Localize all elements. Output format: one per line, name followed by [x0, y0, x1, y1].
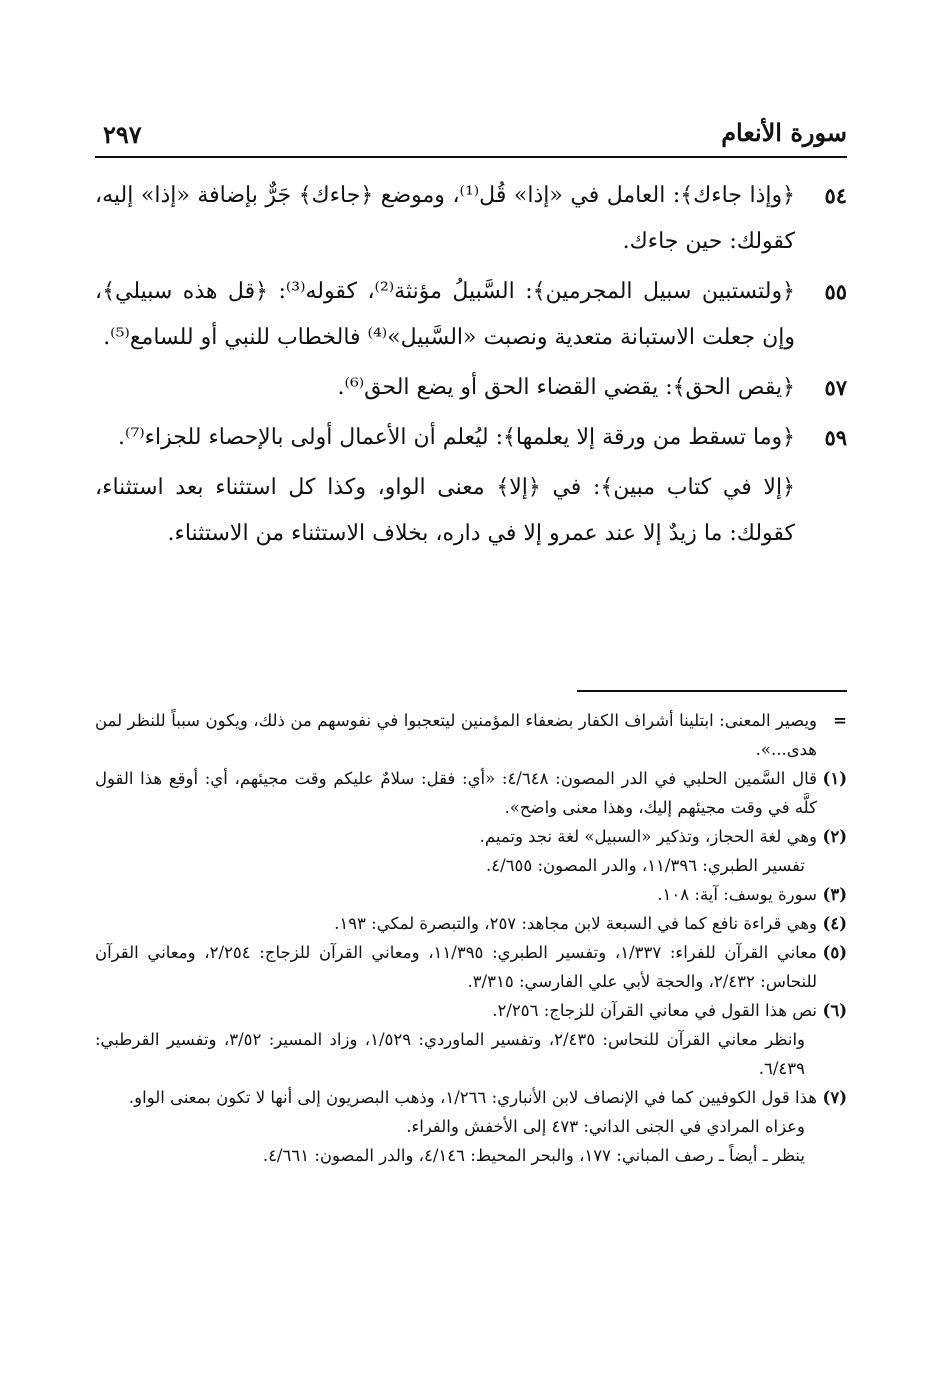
footnote-text: سورة يوسف: آية: ١٠٨.	[657, 885, 817, 904]
footnote-subline: ينظر ـ أيضاً ـ رصف المباني: ١٧٧، والبحر المحيط: ٤/١٤٦، والدر المصون: ٤/٦٦١.	[262, 1146, 805, 1165]
surah-title: سورة الأنعام	[721, 118, 847, 147]
footnote-3	[95, 880, 847, 909]
footnote-4	[95, 909, 847, 938]
footnote-5	[95, 938, 847, 996]
footnote-text: وهي قراءة نافع كما في السبعة لابن مجاهد: ٢٥٧، والتبصرة لمكي: ١٩٣.	[334, 914, 817, 933]
footnote-number: (١)	[822, 769, 847, 788]
verse-number: ٥٧	[824, 375, 847, 400]
footnote-text: هذا قول الكوفيين كما في الإنصاف لابن الأنباري: ١/٢٦٦، وذهب البصريون إلى أنها لا تكون بمعنى الواو.	[128, 1088, 817, 1107]
entry-verse-59	[95, 415, 847, 461]
footnote-text: قال السَّمين الحلبي في الدر المصون: ٤/٦٤٨: «أي: فقل: سلامٌ عليكم وقت مجيئهم، أي: أوقع هذا القول كلَّه في وقت مجيئهم إليك، وهذا معنى واضح».	[95, 769, 817, 817]
footnote-1	[95, 764, 847, 822]
verse-number: ٥٥	[824, 279, 847, 304]
footnote-subline: وانظر معاني القرآن للنحاس: ٢/٤٣٥، وتفسير الماوردي: ١/٥٢٩، وزاد المسير: ٣/٥٢، وتفسير القرطبي: ٦/٤٣٩.	[95, 1030, 805, 1078]
footnote-number: =	[833, 711, 847, 730]
footnote-text: ويصير المعنى: ابتلينا أشراف الكفار بضعفاء المؤمنين ليتعجبوا في نفوسهم من ذلك، ويكون سبباً للنظر لمن هدى...».	[95, 711, 817, 759]
entry-text: ﴿إلا في كتاب مبين﴾: في ﴿إلا﴾ معنى الواو، وكذا كل استثناء بعد استثناء، كقولك: ما زيدٌ إلا عند عمرو إلا في داره، بخلاف الاستثناء من الاستثناء.	[95, 475, 795, 546]
footnotes	[95, 706, 847, 1170]
entry-verse-54	[95, 173, 847, 265]
entry-text: ﴿وما تسقط من ورقة إلا يعلمها﴾: ليُعلم أن الأعمال أولى بالإحصاء للجزاء⁽⁷⁾.	[118, 425, 795, 450]
page-header	[95, 118, 847, 158]
entry-text: ﴿ولتستبين سبيل المجرمين﴾: السَّبيلُ مؤنثة⁽²⁾، كقوله⁽³⁾: ﴿قل هذه سبيلي﴾، وإن جعلت الاستبانة متعدية ونصبت «السَّبيل»⁽⁴⁾ فالخطاب للنبي أو للسامع⁽⁵⁾.	[95, 279, 795, 350]
footnote-subline: وعزاه المرادي في الجنى الداني: ٤٧٣ إلى الأخفش والفراء.	[406, 1117, 805, 1136]
footnote-text: نص هذا القول في معاني القرآن للزجاج: ٢/٢٥٦.	[492, 1001, 817, 1020]
entry-verse-55	[95, 269, 847, 361]
footnote-7	[95, 1083, 847, 1170]
footnote-number: (٤)	[822, 914, 847, 933]
entry-text: ﴿يقص الحق﴾: يقضي القضاء الحق أو يضع الحق⁽⁶⁾.	[337, 375, 795, 400]
footnote-subline: تفسير الطبري: ١١/٣٩٦، والدر المصون: ٤/٦٥٥.	[485, 856, 805, 875]
footnote-6	[95, 996, 847, 1083]
footnote-2	[95, 822, 847, 880]
header-divider	[95, 156, 847, 158]
book-page	[95, 118, 847, 1165]
footnote-number: (٧)	[822, 1088, 847, 1107]
footnote-number: (٦)	[822, 1001, 847, 1020]
footnote-text: معاني القرآن للفراء: ١/٣٣٧، وتفسير الطبري: ١١/٣٩٥، ومعاني القرآن للزجاج: ٢/٢٥٤، ومعاني القرآن للنحاس: ٢/٤٣٢، والحجة لأبي علي الفارسي: ٣/٣١٥.	[95, 943, 817, 991]
footnote-text: وهي لغة الحجاز، وتذكير «السبيل» لغة نجد وتميم.	[479, 827, 817, 846]
entry-verse-59-continued	[95, 465, 847, 557]
footnote-number: (٣)	[822, 885, 847, 904]
page-number: ٢٩٧	[103, 120, 142, 149]
verse-number: ٥٤	[824, 183, 847, 208]
verse-number: ٥٩	[824, 425, 847, 450]
footnote-divider	[577, 690, 847, 692]
entry-text: ﴿وإذا جاءك﴾: العامل في «إذا» قُل⁽¹⁾، وموضع ﴿جاءك﴾ جَرٌّ بإضافة «إذا» إليه، كقولك: حين جاءك.	[95, 183, 795, 254]
commentary-entries	[95, 173, 847, 561]
footnote-number: (٥)	[822, 943, 847, 962]
entry-verse-57	[95, 365, 847, 411]
footnote-continuation	[95, 706, 847, 764]
footnote-number: (٢)	[822, 827, 847, 846]
